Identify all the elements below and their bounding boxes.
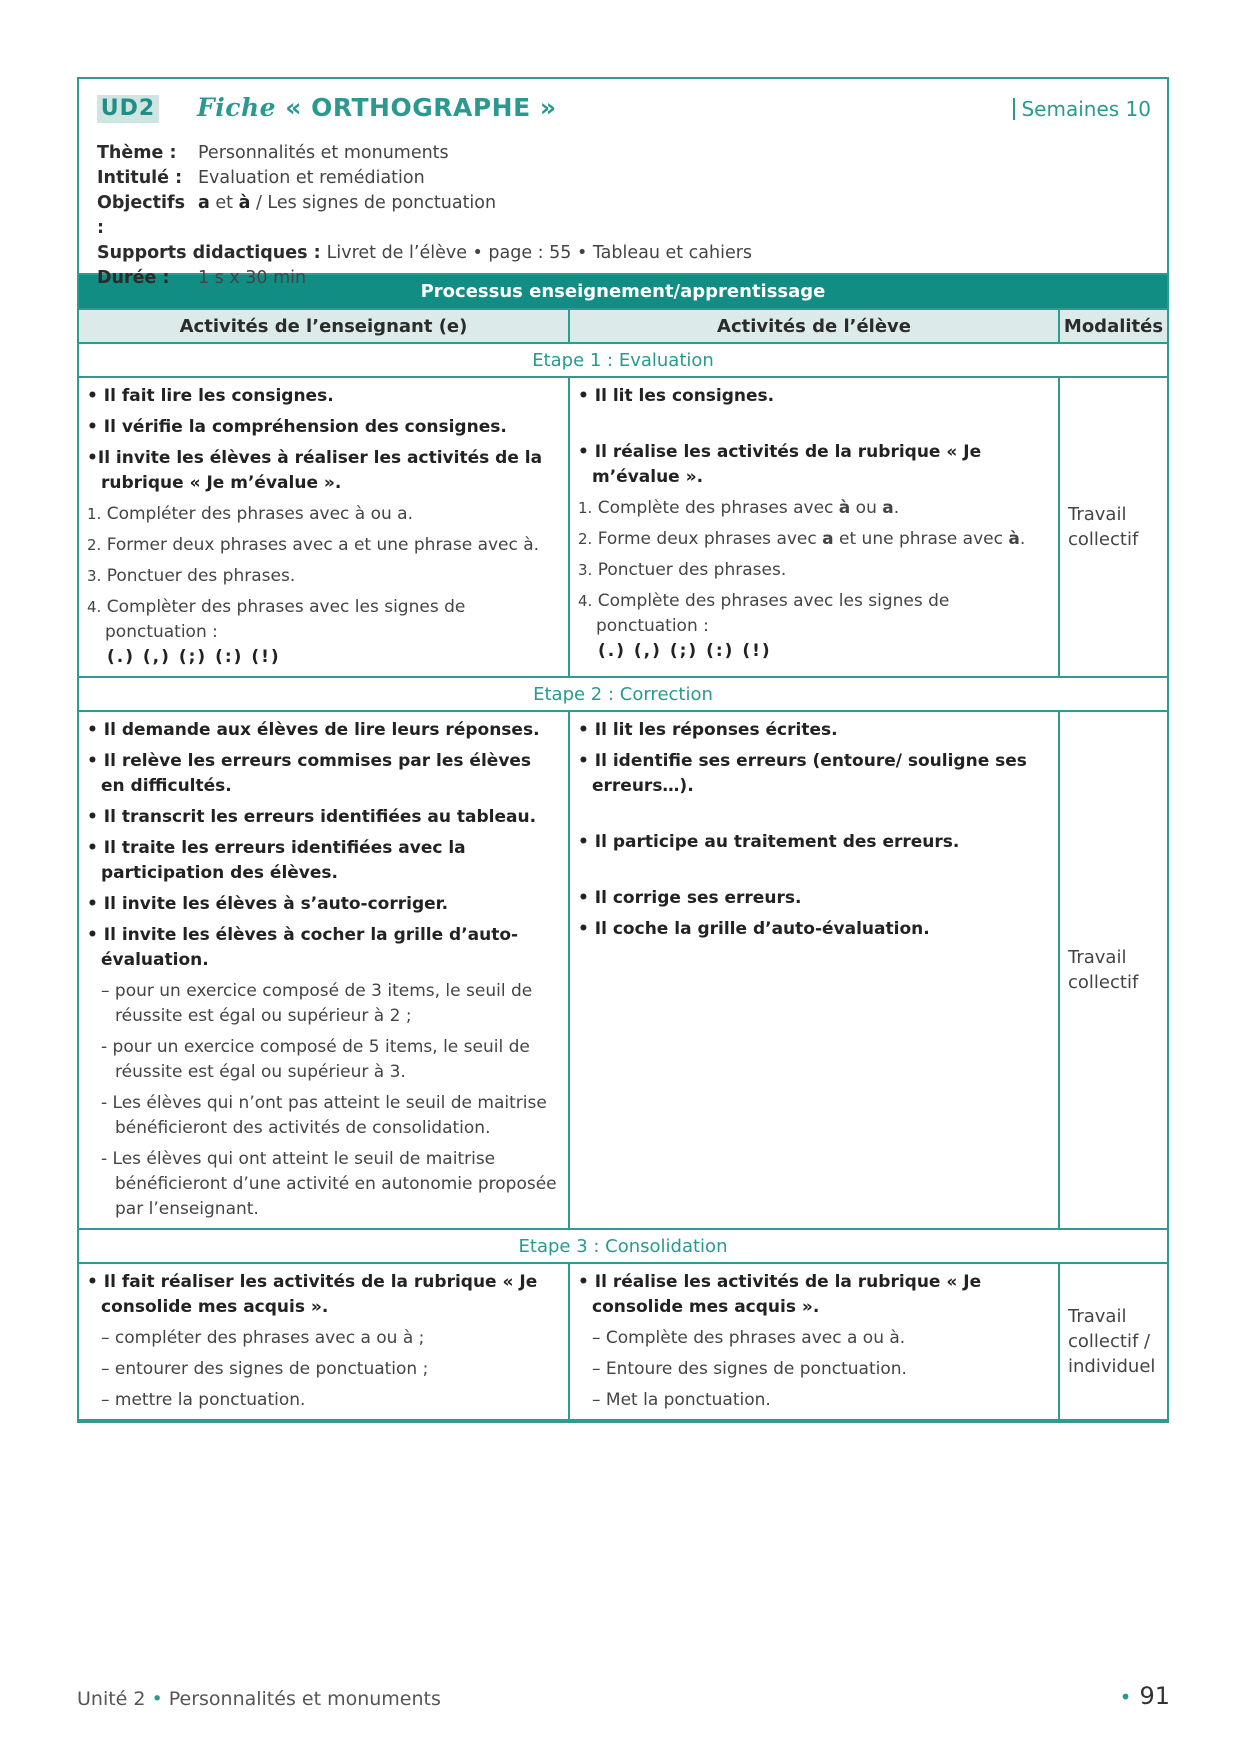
footer-unit: Unité 2 <box>77 1688 146 1710</box>
list-item: • Il participe au traitement des erreurs. <box>578 832 960 852</box>
list-item: – Complète des phrases avec a ou à. <box>592 1328 906 1348</box>
theme-label: Thème : <box>97 143 177 163</box>
title-fiche-word: Fiche <box>197 93 277 122</box>
meta-theme <box>97 141 752 166</box>
list-item: • Il corrige ses erreurs. <box>578 888 802 908</box>
theme-value: Personnalités et monuments <box>198 143 449 163</box>
meta-duree <box>97 266 752 291</box>
etape-1-row <box>79 343 1167 377</box>
list-item: 4. Complète des phrases avec les signes de ponctuation : <box>578 591 950 636</box>
footer-unit-line <box>77 1688 441 1710</box>
meta-supports <box>97 241 752 266</box>
footer-theme: Personnalités et monuments <box>168 1688 441 1710</box>
intitule-value: Evaluation et remédiation <box>198 168 425 188</box>
list-item: - pour un exercice composé de 5 items, le seuil de réussite est égal ou supérieur à 3. <box>101 1037 530 1082</box>
etape-3-content <box>79 1263 1167 1420</box>
list-item: • Il relève les erreurs commises par les élèves en difficultés. <box>87 751 532 796</box>
list-item: – mettre la ponctuation. <box>101 1390 306 1410</box>
supports-label: Supports didactiques : <box>97 243 321 263</box>
list-item: 2. Forme deux phrases avec a et une phrase avec à. <box>578 529 1026 549</box>
objectifs-value: a et à / Les signes de ponctuation <box>198 193 497 213</box>
list-item: • Il fait réaliser les activités de la rubrique « Je consolide mes acquis ». <box>87 1272 538 1317</box>
sheet-header <box>79 79 1167 288</box>
list-item: – pour un exercice composé de 3 items, le seuil de réussite est égal ou supérieur à 2 ; <box>101 981 533 1026</box>
list-item: • Il lit les réponses écrites. <box>578 720 838 740</box>
etape-2-teacher <box>79 711 569 1229</box>
list-item: •Il invite les élèves à réaliser les activités de la rubrique « Je m’évalue ». <box>87 448 543 493</box>
unit-badge: UD2 <box>97 95 159 123</box>
etape-3-title: Etape 3 : Consolidation <box>79 1229 1167 1263</box>
col-header-modalites: Modalités <box>1059 309 1167 343</box>
etape-1-title: Etape 1 : Evaluation <box>79 343 1167 377</box>
list-item: • Il réalise les activités de la rubrique « Je consolide mes acquis ». <box>578 1272 982 1317</box>
etape-2-row <box>79 677 1167 711</box>
list-item: 1. Complète des phrases avec à ou a. <box>578 498 900 518</box>
col-header-student: Activités de l’élève <box>569 309 1059 343</box>
list-item: – entourer des signes de ponctuation ; <box>101 1359 429 1379</box>
lesson-sheet <box>77 77 1169 1423</box>
meta-intitule <box>97 166 752 191</box>
page-number-block <box>1120 1682 1170 1710</box>
title-main: « ORTHOGRAPHE » <box>276 93 557 122</box>
etape-3-teacher <box>79 1263 569 1420</box>
intitule-label: Intitulé : <box>97 168 183 188</box>
etape-3-row <box>79 1229 1167 1263</box>
etape-1-modalite: Travail collectif <box>1059 377 1167 677</box>
etape-3-student <box>569 1263 1059 1420</box>
list-item: • Il identifie ses erreurs (entoure/ souligne ses erreurs…). <box>578 751 1027 796</box>
sheet-title <box>197 93 557 122</box>
list-item: - Les élèves qui ont atteint le seuil de maitrise bénéficieront d’une activité en autonomie proposée par l’enseignant. <box>101 1149 557 1219</box>
list-item: • Il invite les élèves à s’auto-corriger. <box>87 894 449 914</box>
etape-1-teacher <box>79 377 569 677</box>
list-item: 3. Ponctuer des phrases. <box>87 566 296 586</box>
meta-objectifs <box>97 191 752 241</box>
punctuation-signs: (.) (,) (;) (:) (!) <box>598 641 772 661</box>
etape-3-modalite: Travail collectif / individuel <box>1059 1263 1167 1420</box>
page-bullet: • <box>1119 1685 1132 1709</box>
lesson-meta <box>97 141 752 291</box>
duree-label: Durée : <box>97 268 170 288</box>
list-item: 3. Ponctuer des phrases. <box>578 560 787 580</box>
list-item: • Il invite les élèves à cocher la grille d’auto-évaluation. <box>87 925 519 970</box>
list-item: • Il lit les consignes. <box>578 386 775 406</box>
etape-2-content <box>79 711 1167 1229</box>
weeks-label: Semaines 10 <box>1013 98 1151 120</box>
footer-bullet: • <box>151 1688 163 1710</box>
etape-1-student <box>569 377 1059 677</box>
list-item: • Il traite les erreurs identifiées avec la participation des élèves. <box>87 838 466 883</box>
etape-1-content <box>79 377 1167 677</box>
list-item: • Il demande aux élèves de lire leurs réponses. <box>87 720 540 740</box>
column-header-row <box>79 309 1167 343</box>
list-item: 4. Complèter des phrases avec les signes de ponctuation : <box>87 597 466 642</box>
supports-value: Livret de l’élève • page : 55 • Tableau et cahiers <box>326 243 753 263</box>
process-table <box>79 273 1167 1421</box>
list-item: 2. Former deux phrases avec a et une phrase avec à. <box>87 535 540 555</box>
objectifs-label: Objectifs : <box>97 193 186 238</box>
list-item: • Il coche la grille d’auto-évaluation. <box>578 919 930 939</box>
list-item: • Il réalise les activités de la rubrique « Je m’évalue ». <box>578 442 982 487</box>
etape-2-student <box>569 711 1059 1229</box>
punctuation-signs: (.) (,) (;) (:) (!) <box>107 647 281 667</box>
process-title: Processus enseignement/apprentissage <box>79 274 1167 309</box>
list-item: – compléter des phrases avec a ou à ; <box>101 1328 425 1348</box>
etape-2-modalite: Travail collectif <box>1059 711 1167 1229</box>
list-item: – Entoure des signes de ponctuation. <box>592 1359 907 1379</box>
list-item: • Il fait lire les consignes. <box>87 386 334 406</box>
etape-2-title: Etape 2 : Correction <box>79 677 1167 711</box>
col-header-teacher: Activités de l’enseignant (e) <box>79 309 569 343</box>
list-item: – Met la ponctuation. <box>592 1390 771 1410</box>
page-number: 91 <box>1139 1682 1170 1710</box>
duree-value: 1 s x 30 min <box>198 268 307 288</box>
list-item: • Il transcrit les erreurs identifiées au tableau. <box>87 807 537 827</box>
list-item: - Les élèves qui n’ont pas atteint le seuil de maitrise bénéficieront des activités de consolidation. <box>101 1093 547 1138</box>
list-item: 1. Compléter des phrases avec à ou a. <box>87 504 414 524</box>
list-item: • Il vérifie la compréhension des consignes. <box>87 417 507 437</box>
